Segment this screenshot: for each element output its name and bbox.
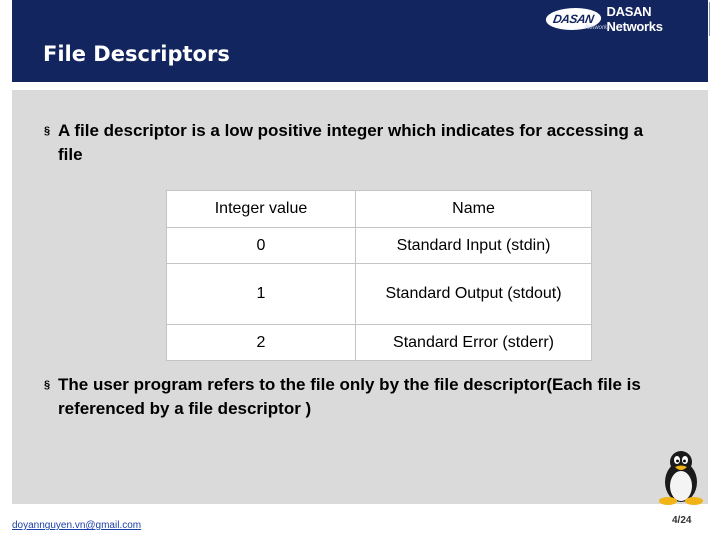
dasan-logo-text: DASAN Networks bbox=[606, 4, 663, 34]
dasan-logo-mark: DASAN bbox=[544, 8, 602, 30]
table-header-cell: Name bbox=[356, 191, 592, 228]
bullet-text: The user program refers to the file only by the file descriptor(Each file is referenced by a file descriptor ) bbox=[58, 375, 641, 418]
slide-title: File Descriptors bbox=[43, 42, 230, 66]
table-row bbox=[167, 325, 592, 361]
bullet-marker: § bbox=[44, 379, 51, 391]
table-cell: Standard Error (stderr) bbox=[356, 325, 592, 361]
author-email-link[interactable]: doyannguyen.vn@gmail.com bbox=[12, 520, 142, 531]
table-row bbox=[167, 228, 592, 264]
header-divider bbox=[709, 2, 710, 36]
table-cell: Standard Output (stdout) bbox=[356, 264, 592, 325]
dasan-logo bbox=[546, 6, 708, 32]
tux-penguin-icon bbox=[654, 448, 708, 506]
table-cell: 2 bbox=[167, 325, 356, 361]
bullet-marker: § bbox=[44, 125, 51, 137]
dasan-logo-subtext: Networks bbox=[585, 25, 611, 31]
table-header-cell: Integer value bbox=[167, 191, 356, 228]
file-descriptor-table bbox=[166, 190, 592, 361]
bullet-item bbox=[44, 373, 714, 421]
table-row bbox=[167, 264, 592, 325]
slide-header bbox=[12, 0, 708, 82]
bullet-text: A file descriptor is a low positive integer which indicates for accessing a file bbox=[58, 121, 644, 164]
bullet-item bbox=[44, 119, 664, 167]
page-number: 4/24 bbox=[672, 515, 692, 526]
table-header-row bbox=[167, 191, 592, 228]
table-cell: 1 bbox=[167, 264, 356, 325]
table-cell: Standard Input (stdin) bbox=[356, 228, 592, 264]
table-cell: 0 bbox=[167, 228, 356, 264]
